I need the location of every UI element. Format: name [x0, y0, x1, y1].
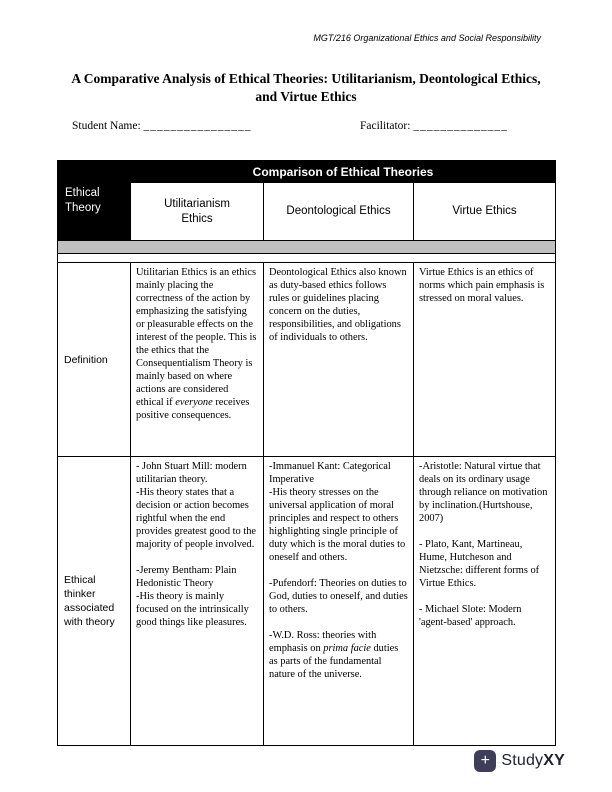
student-name-label: Student Name: [72, 120, 141, 132]
thinker-deontological-cell: -Immanuel Kant: Categorical Imperative -His theory stresses on the universal application of moral principles and respect to others highlighting single principle of duty which is the moral duties to oneself and others. -Pufendorf: Theories on duties to God, duties to oneself, and duties to others. -W.D. Ross: theories with emphasis on prima facie duties as parts of the fundamental nature of the universe. [264, 457, 414, 746]
gray-divider [58, 241, 556, 254]
logo-text-primary: Study [501, 752, 544, 769]
course-header-text: MGT/216 Organizational Ethics and Social Responsibility [313, 33, 541, 43]
column-header-row [58, 183, 556, 241]
table-row-ethical-thinker [58, 457, 556, 746]
plus-glyph: + [480, 752, 490, 769]
row-header-ethical-theory: Ethical Theory [58, 161, 131, 241]
column-header-utilitarianism: Utilitarianism Ethics [131, 183, 264, 241]
name-fields-row [72, 120, 542, 132]
logo-text [501, 752, 565, 770]
definition-utilitarianism-cell: Utilitarian Ethics is an ethics mainly placing the correctness of the action by emphasizing the satisfying or pleasurable effects on the interest of the people. This is the ethics that the Consequentialism Theory is mainly based on where actions are considered ethical if everyone receives positive consequences. [131, 263, 264, 457]
plus-icon [474, 750, 496, 772]
thinker-virtue-cell: -Aristotle: Natural virtue that deals on its ordinary usage through reliance on motivation by inclination.(Hurtshouse, 2007) - Plato, Kant, Martineau, Hume, Hutcheson and Nietzsche: different forms of Virtue Ethics. - Michael Slote: Modern 'agent-based' approach. [414, 457, 556, 746]
table-title-row [58, 161, 556, 183]
studyxy-logo [474, 750, 565, 772]
comparison-table [57, 160, 556, 746]
column-header-deontological: Deontological Ethics [264, 183, 414, 241]
student-name-blank: ________________ [143, 120, 252, 132]
table-row-definition [58, 263, 556, 457]
facilitator-field [360, 120, 508, 132]
column-header-virtue: Virtue Ethics [414, 183, 556, 241]
definition-virtue-cell: Virtue Ethics is an ethics of norms which pain emphasis is stressed on moral values. [414, 263, 556, 457]
row-label-ethical-thinker: Ethical thinker associated with theory [58, 457, 131, 746]
row-label-definition: Definition [58, 263, 131, 457]
thinker-utilitarianism-cell: - John Stuart Mill: modern utilitarian theory. -His theory states that a decision or action becomes rightful when the end provides greatest good to the majority of people involved. -Jeremy Bentham: Plain Hedonistic Theory -His theory is mainly focused on the intrinsically good things like pleasures. [131, 457, 264, 746]
gray-divider-row [58, 241, 556, 254]
spacer [58, 254, 556, 263]
facilitator-label: Facilitator: [360, 120, 411, 132]
facilitator-blank: ______________ [413, 120, 508, 132]
document-title: A Comparative Analysis of Ethical Theories: Utilitarianism, Deontological Ethics, and Virtue Ethics [71, 71, 541, 104]
student-name-field [72, 120, 252, 132]
spacer-row [58, 254, 556, 263]
table-title: Comparison of Ethical Theories [131, 161, 556, 183]
definition-deontological-cell: Deontological Ethics also known as duty-based ethics follows rules or guidelines placing concern on the duties, responsibilities, and obligations of individuals to others. [264, 263, 414, 457]
logo-text-secondary: XY [543, 752, 565, 769]
